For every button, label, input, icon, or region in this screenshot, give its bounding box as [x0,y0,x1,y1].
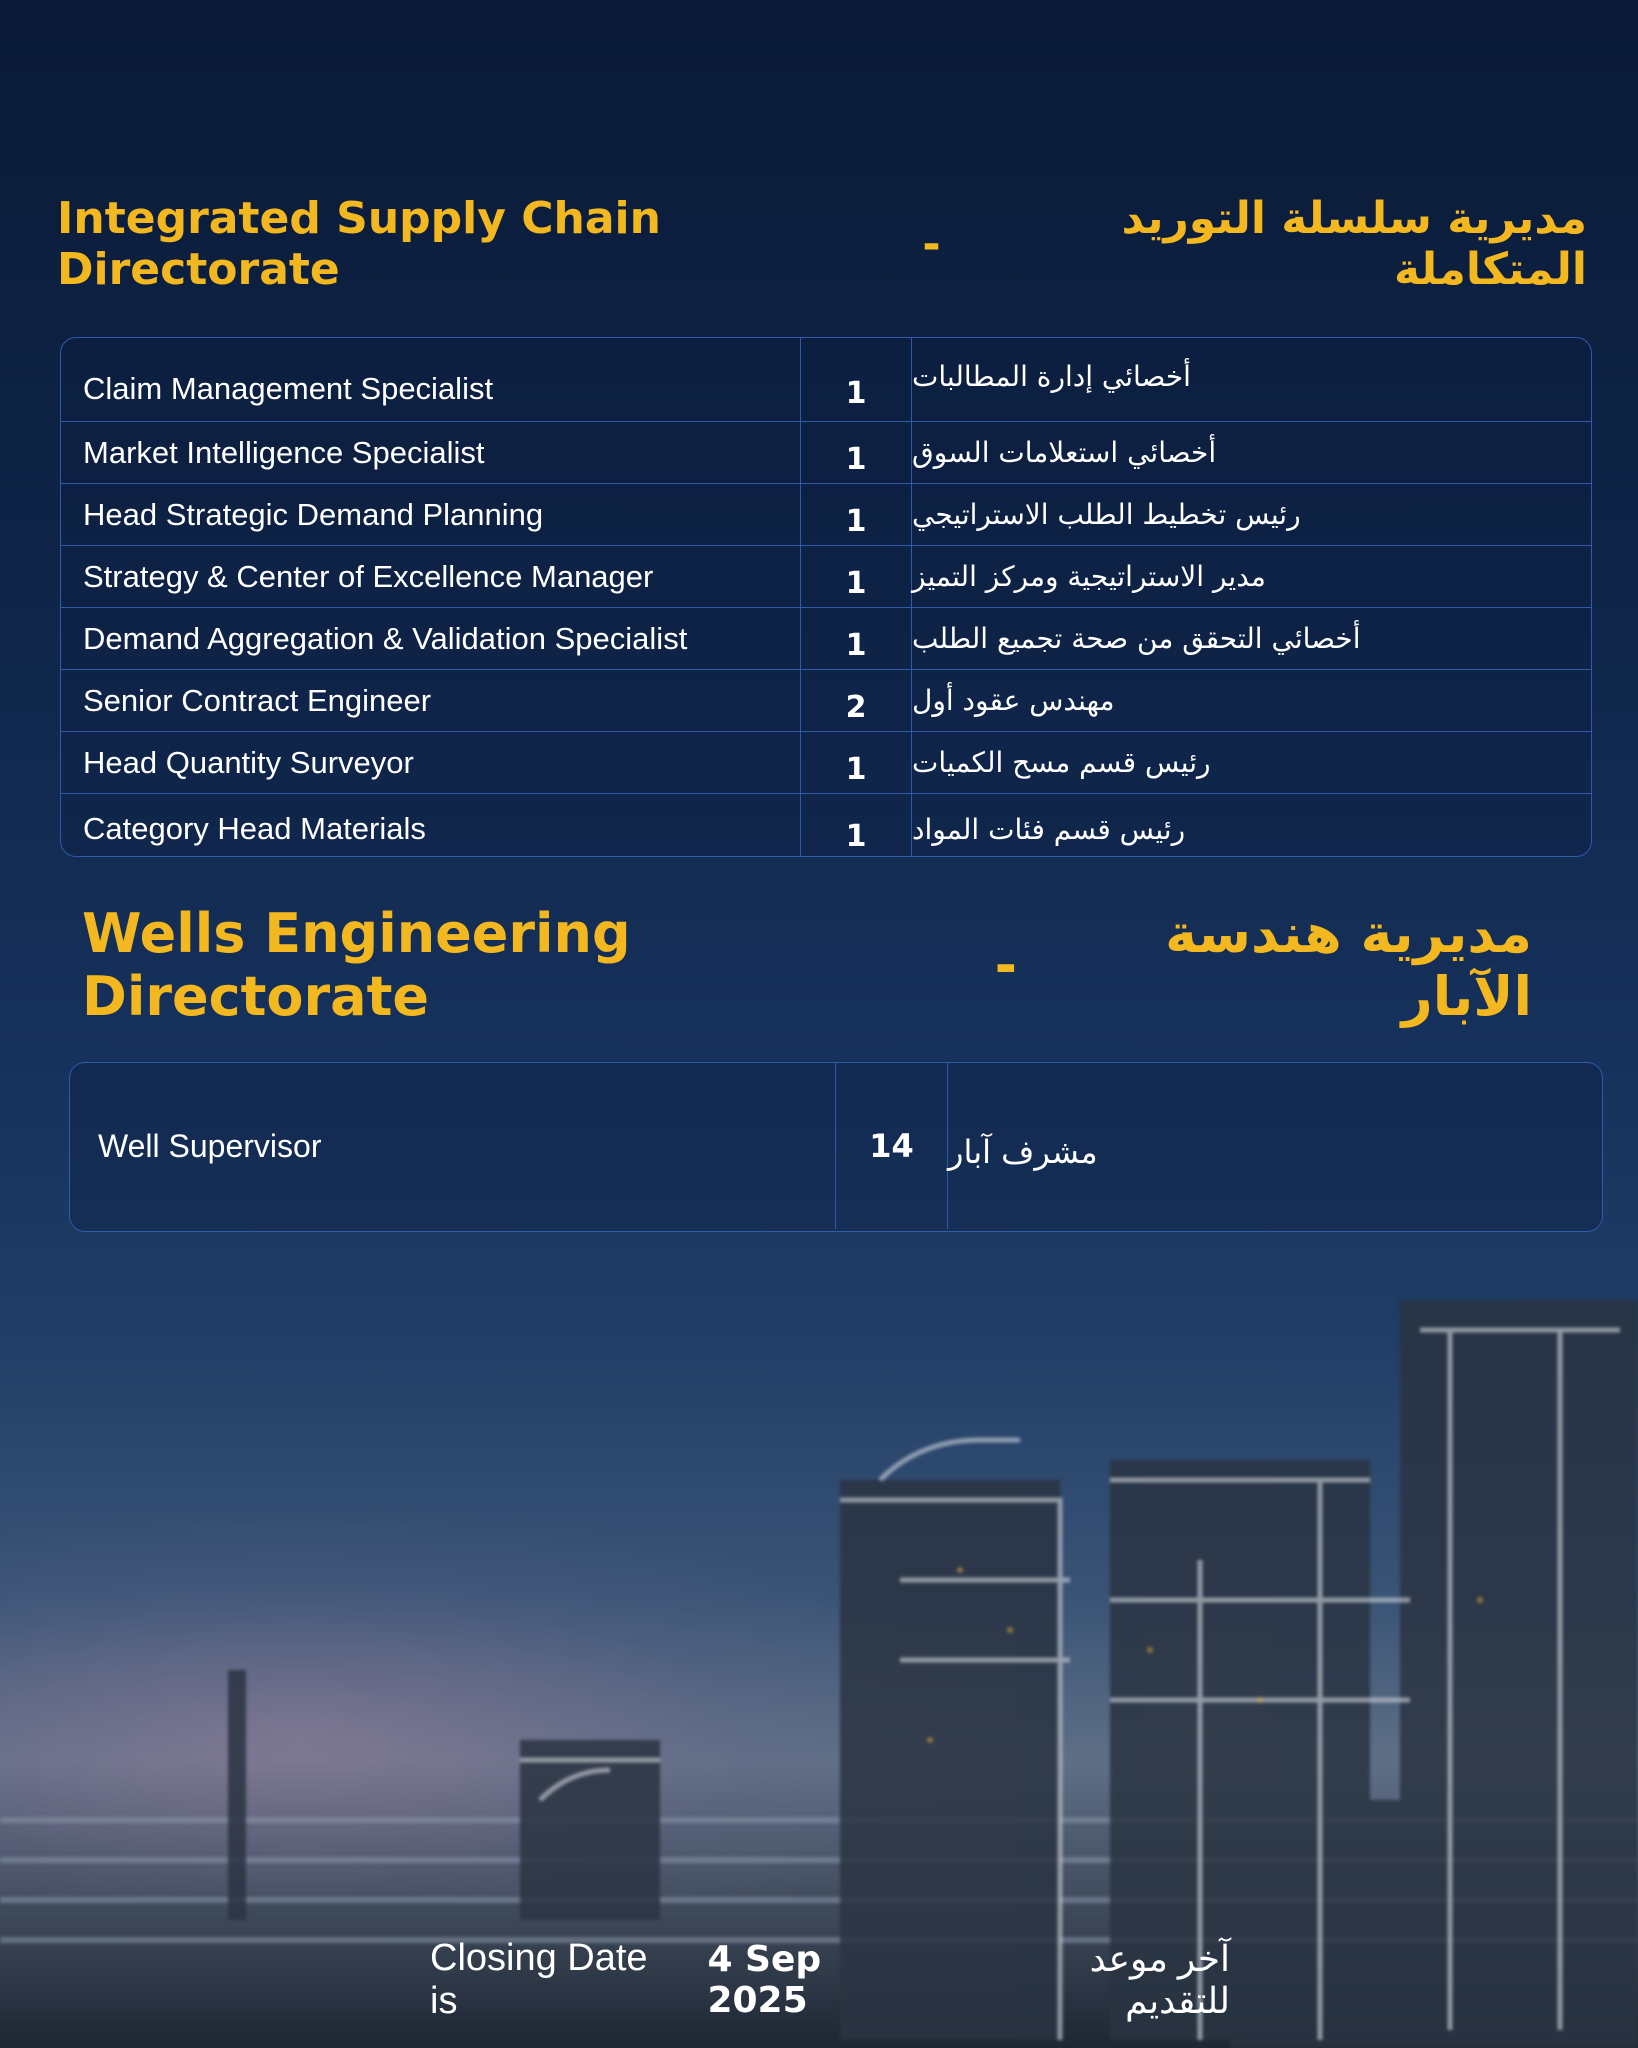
table-row [70,1063,1602,1229]
vacancy-count: 1 [801,422,912,483]
table-row [61,422,1591,484]
section-title-ar: مديرية سلسلة التوريد المتكاملة [1121,193,1587,295]
section-heading-supply-chain [57,193,1587,295]
section-title-en: Wells Engineering Directorate [82,902,631,1028]
job-title-en: Demand Aggregation & Validation Specialist [61,608,801,669]
closing-date-label-en: Closing Date is [430,1937,648,2022]
table-row [61,732,1591,794]
closing-date-line [430,1937,1231,2022]
job-title-ar: أخصائي إدارة المطالبات [912,360,1191,393]
job-title-en: Senior Contract Engineer [61,670,801,731]
job-title-en: Market Intelligence Specialist [61,422,801,483]
vacancy-count: 1 [801,608,912,669]
table-row [61,484,1591,546]
vacancy-count: 2 [801,670,912,731]
section-title-separator: - [994,933,1018,997]
vacancy-count: 1 [801,338,912,421]
job-title-en: Head Strategic Demand Planning [61,484,801,545]
section-heading-wells-engineering [82,902,1532,1028]
vacancy-count: 1 [801,484,912,545]
industrial-plant-background [0,1180,1638,2048]
supply-chain-jobs-table [60,337,1592,857]
vacancy-count: 14 [836,1063,948,1229]
job-title-ar: مدير الاستراتيجية ومركز التميز [912,560,1266,593]
table-row [61,338,1591,422]
table-row [61,608,1591,670]
job-title-ar: مهندس عقود أول [912,684,1115,717]
job-title-en: Category Head Materials [61,794,801,857]
vacancy-count: 1 [801,794,912,857]
wells-engineering-jobs-table [69,1062,1603,1232]
vacancy-count: 1 [801,732,912,793]
job-title-en: Strategy & Center of Excellence Manager [61,546,801,607]
job-title-ar: أخصائي التحقق من صحة تجميع الطلب [912,622,1361,655]
job-title-en: Claim Management Specialist [61,338,801,421]
job-title-ar: أخصائي استعلامات السوق [912,436,1217,469]
closing-date-label-ar: آخر موعد للتقديم [1089,1938,1231,2021]
table-row [61,670,1591,732]
table-row [61,546,1591,608]
closing-date-value: 4 Sep 2025 [707,1939,822,2021]
section-title-en: Integrated Supply Chain Directorate [57,193,661,295]
job-title-ar: مشرف آبار [948,1133,1098,1171]
job-title-ar: رئيس قسم مسح الكميات [912,746,1211,779]
job-title-ar: رئيس تخطيط الطلب الاستراتيجي [912,498,1301,531]
vacancy-count: 1 [801,546,912,607]
job-title-en: Head Quantity Surveyor [61,732,801,793]
table-row [61,794,1591,857]
job-title-ar: رئيس قسم فئات المواد [912,812,1186,846]
section-title-ar: مديرية هندسة الآبار [1165,902,1532,1028]
job-title-en: Well Supervisor [70,1063,836,1229]
section-title-separator: - [922,218,941,270]
